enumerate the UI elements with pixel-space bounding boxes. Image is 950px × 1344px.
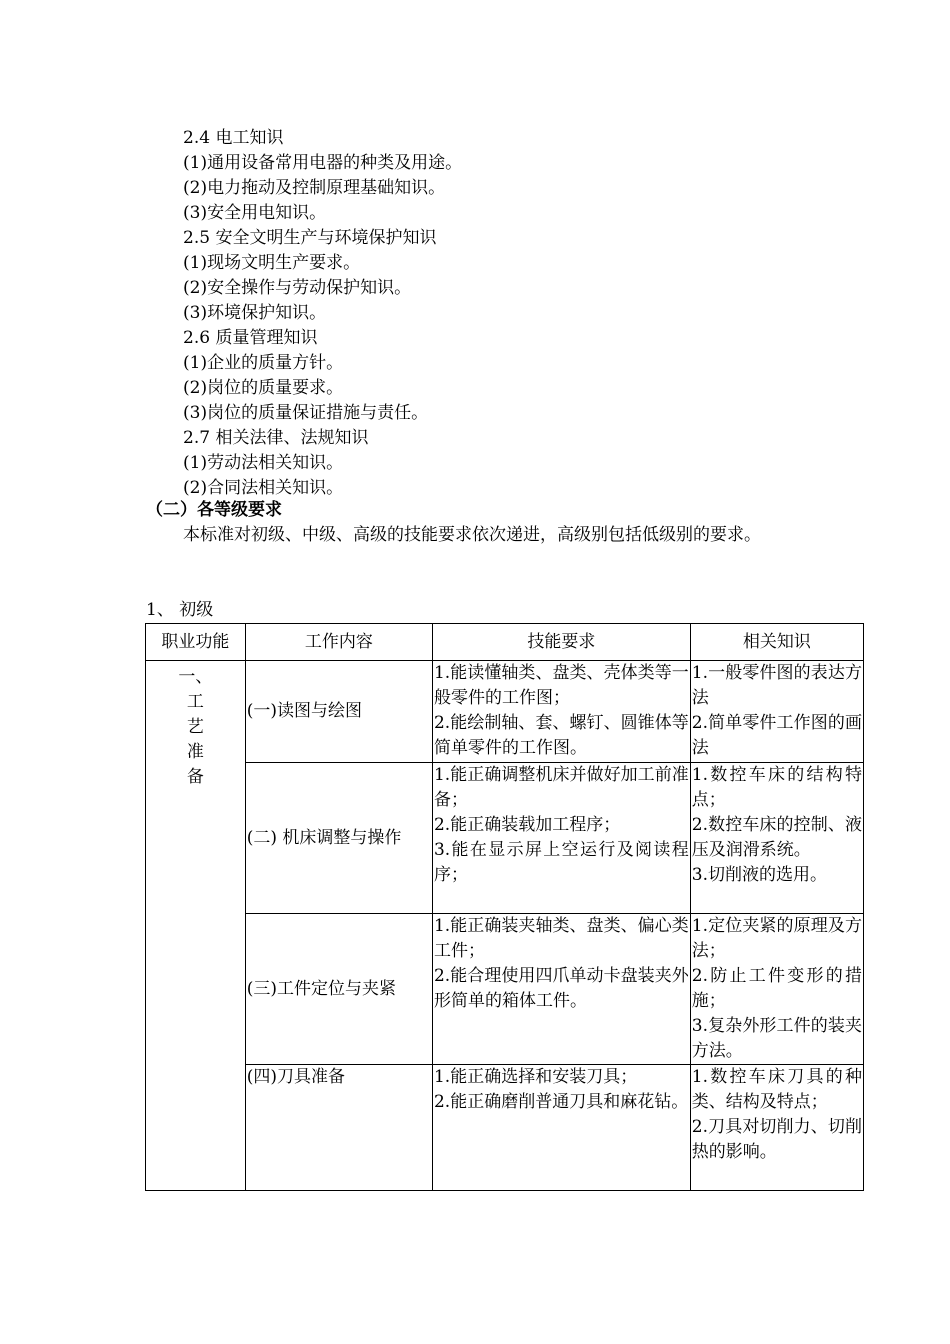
text-line: (3)安全用电知识。 — [183, 203, 327, 223]
knowledge-item: 3.切削液的选用。 — [691, 865, 827, 885]
knowledge-item: 1.数控车床的结构特点； — [691, 765, 862, 810]
skill-item: 1.能正确装夹轴类、盘类、偏心类工件； — [433, 916, 689, 961]
text-line: (3)环境保护知识。 — [183, 303, 327, 323]
table-row — [146, 1065, 864, 1191]
skill-item: 1.能读懂轴类、盘类、壳体类等一般零件的工作图； — [433, 663, 689, 708]
knowledge-item: 3.复杂外形工件的装夹方法。 — [691, 1016, 862, 1061]
header-skills: 技能要求 — [432, 624, 690, 661]
content-cell: (二) 机床调整与操作 — [245, 763, 432, 914]
function-char: 准 — [186, 742, 204, 762]
content-cell: (四)刀具准备 — [245, 1065, 432, 1191]
knowledge-cell — [690, 763, 863, 914]
skill-item: 2.能绘制轴、套、螺钉、圆锥体等简单零件的工作图。 — [433, 713, 689, 758]
knowledge-item: 2.简单零件工作图的画法 — [691, 713, 862, 758]
knowledge-item: 2.防止工件变形的措施； — [691, 966, 862, 1011]
skill-item: 1.能正确调整机床并做好加工前准备； — [433, 765, 689, 810]
skill-item: 3.能在显示屏上空运行及阅读程序； — [433, 840, 689, 885]
header-knowledge: 相关知识 — [690, 624, 863, 661]
text-line: (2)安全操作与劳动保护知识。 — [183, 278, 412, 298]
knowledge-item: 1.一般零件图的表达方法 — [691, 663, 862, 708]
function-char: 备 — [186, 767, 204, 787]
content-cell: (一)读图与绘图 — [245, 661, 432, 763]
table-header-row — [146, 624, 864, 661]
header-function: 职业功能 — [146, 624, 246, 661]
skills-cell — [432, 914, 690, 1065]
text-line: (2)合同法相关知识。 — [183, 478, 344, 498]
function-char: 工 — [186, 692, 204, 712]
skills-cell — [432, 763, 690, 914]
knowledge-item: 1.定位夹紧的原理及方法； — [691, 916, 862, 961]
knowledge-cell — [690, 661, 863, 763]
text-line: (1)企业的质量方针。 — [183, 353, 344, 373]
text-line: (2)电力拖动及控制原理基础知识。 — [183, 178, 446, 198]
skill-item: 2.能正确磨削普通刀具和麻花钻。 — [433, 1092, 689, 1112]
knowledge-cell — [690, 1065, 863, 1191]
level-label: 1、 初级 — [146, 600, 214, 620]
knowledge-item: 1.数控车床刀具的种类、结构及特点； — [691, 1067, 862, 1112]
text-line: (3)岗位的质量保证措施与责任。 — [183, 403, 429, 423]
skills-cell — [432, 661, 690, 763]
table-row — [146, 763, 864, 914]
knowledge-item: 2.刀具对切削力、切削热的影响。 — [691, 1117, 862, 1162]
text-line: (1)现场文明生产要求。 — [183, 253, 361, 273]
text-line: 2.4 电工知识 — [183, 128, 284, 148]
content-cell: (三)工件定位与夹紧 — [245, 914, 432, 1065]
knowledge-item: 2.数控车床的控制、液压及润滑系统。 — [691, 815, 862, 860]
knowledge-cell — [690, 914, 863, 1065]
section-heading: （二）各等级要求 — [146, 500, 282, 520]
text-line: 2.5 安全文明生产与环境保护知识 — [183, 228, 437, 248]
function-char: 一、 — [178, 667, 213, 687]
text-line: 2.6 质量管理知识 — [183, 328, 318, 348]
intro-paragraph: 本标准对初级、中级、高级的技能要求依次递进，高级别包括低级别的要求。 — [183, 525, 761, 545]
text-line: (2)岗位的质量要求。 — [183, 378, 344, 398]
skill-item: 1.能正确选择和安装刀具； — [433, 1067, 638, 1087]
table-row — [146, 661, 864, 763]
text-line: 2.7 相关法律、法规知识 — [183, 428, 369, 448]
skills-cell — [432, 1065, 690, 1191]
table-row — [146, 914, 864, 1065]
skills-table — [145, 623, 864, 1191]
skill-item: 2.能合理使用四爪单动卡盘装夹外形简单的箱体工件。 — [433, 966, 689, 1011]
function-cell — [146, 661, 246, 1191]
header-content: 工作内容 — [245, 624, 432, 661]
skill-item: 2.能正确装载加工程序； — [433, 815, 621, 835]
text-line: (1)劳动法相关知识。 — [183, 453, 344, 473]
function-char: 艺 — [186, 717, 204, 737]
text-line: (1)通用设备常用电器的种类及用途。 — [183, 153, 463, 173]
